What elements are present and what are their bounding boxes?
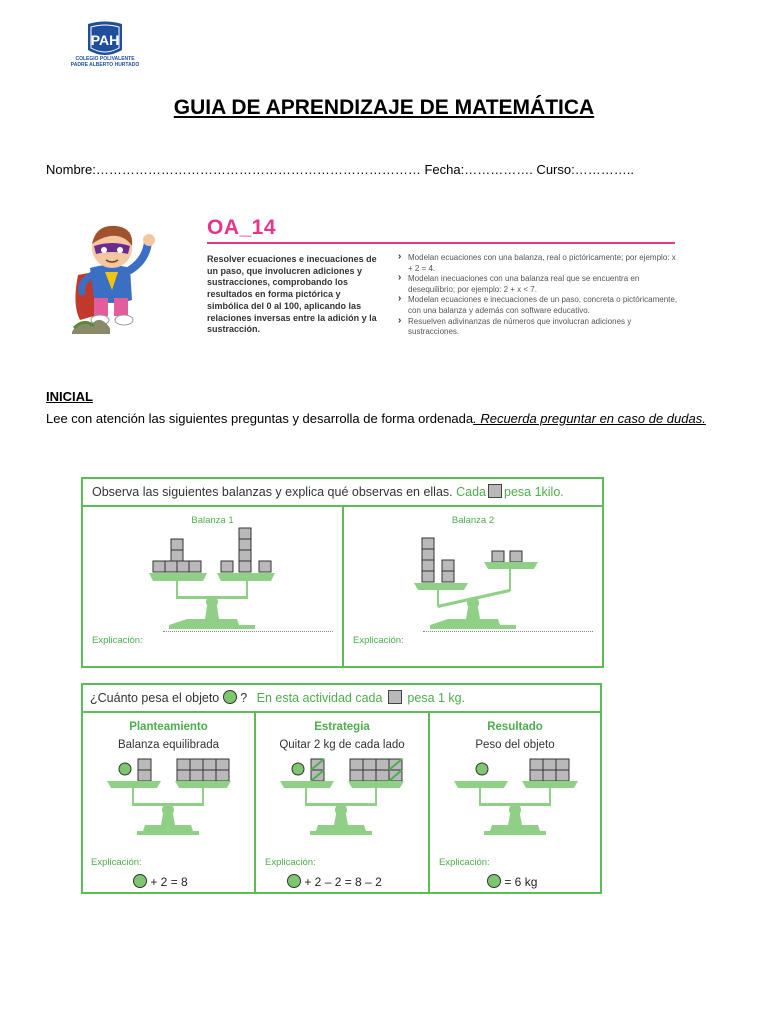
section-instruction [46, 411, 726, 427]
logo-caption [60, 56, 150, 68]
balanza-1-answer-line[interactable] [163, 631, 333, 632]
col-2-equation [287, 874, 382, 889]
objective-indicators [398, 253, 678, 338]
activity-2-prompt-green-1: En esta actividad cada [256, 691, 383, 705]
activity-2-box [81, 683, 602, 894]
objective-code: OA_14 [207, 216, 277, 239]
col-1-subtitle: Balanza equilibrada [117, 739, 220, 751]
indicator-item: › Modelan ecuaciones con una balanza, real o pictóricamente; por ejemplo: x + 2 = 4. [398, 253, 678, 274]
student-info-line: Nombre:………………………………………………………………… Fecha:……………. Curso:………….. [46, 162, 634, 177]
balanza-2-label: Balanza 2 [451, 515, 495, 526]
col-1-explicacion: Explicación: [91, 857, 142, 868]
gray-block-icon [488, 484, 502, 498]
col-2-equation-text: + 2 – 2 = 8 – 2 [304, 875, 382, 889]
green-object-icon [223, 690, 237, 704]
col-1-equation-text: + 2 = 8 [150, 875, 188, 889]
green-object-icon [287, 874, 301, 888]
green-object-icon [133, 874, 147, 888]
gray-block-icon [388, 690, 402, 704]
activity-2-prompt-text-1: ¿Cuánto pesa el objeto [90, 691, 220, 705]
activity-2-prompt-green-2: pesa 1 kg. [407, 691, 466, 705]
objective-description: Resolver ecuaciones e inecuaciones de un paso, que involucren adiciones y sustracciones, comprobando los resultados en forma pictórica y simbólica del 0 al 100, aplicando las relaciones inversas entre la adición y la sustracción. [207, 254, 377, 335]
col-3-balance-illustration [430, 757, 600, 847]
green-object-icon [487, 874, 501, 888]
balanza-2-answer-line[interactable] [423, 631, 593, 632]
col-3-title: Resultado [487, 721, 543, 733]
col-3-explicacion: Explicación: [439, 857, 490, 868]
activity-1-prompt-green-1: Cada [456, 485, 486, 499]
col-3-equation-text: = 6 kg [504, 875, 538, 889]
logo-monogram: PAH [90, 32, 120, 48]
instruction-reminder: . Recuerda preguntar en caso de dudas. [473, 411, 706, 426]
balanza-1-label: Balanza 1 [191, 515, 234, 526]
objective-divider [207, 242, 675, 244]
activity-1-prompt [83, 479, 602, 507]
col-3-equation [487, 874, 537, 889]
indicator-item: › Modelan ecuaciones e inecuaciones de un paso, concreta o pictóricamente, con una balanza y además con software educativo. [398, 295, 678, 316]
section-heading: INICIAL [46, 389, 93, 404]
activity-2-prompt [83, 685, 600, 713]
balance-1-illustration [83, 507, 342, 627]
logo-caption-line-2: PADRE ALBERTO HURTADO [70, 62, 140, 68]
activity-2-prompt-text-2: ? [240, 691, 248, 705]
activity-1-prompt-green-2: pesa 1kilo. [504, 485, 564, 499]
balanza-1-explicacion: Explicación: [92, 635, 143, 646]
col-2-title: Estrategia [314, 721, 370, 733]
balance-2-illustration [344, 507, 602, 627]
col-2-balance-illustration [256, 757, 428, 847]
instruction-text: Lee con atención las siguientes preguntas y desarrolla de forma ordenada [46, 411, 474, 426]
col-3-subtitle: Peso del objeto [475, 739, 555, 751]
col-2-explicacion: Explicación: [265, 857, 316, 868]
page-title: GUIA DE APRENDIZAJE DE MATEMÁTICA [173, 96, 595, 119]
activity-1-prompt-text: Observa las siguientes balanzas y explica qué observas en ellas. [92, 485, 453, 499]
indicator-item: › Resuelven adivinanzas de números que involucran adiciones y sustracciones. [398, 317, 678, 338]
superhero-kid-illustration [70, 220, 160, 335]
col-1-title: Planteamiento [129, 721, 208, 733]
col-2-subtitle: Quitar 2 kg de cada lado [279, 739, 405, 751]
col-1-balance-illustration [83, 757, 254, 847]
indicator-item: › Modelan inecuaciones con una balanza real que se encuentra en desequilibrio; por ejemplo: 2 + x < 7. [398, 274, 678, 295]
logo-caption-line-1: COLEGIO POLIVALENTE [75, 56, 135, 62]
activity-1-box [81, 477, 604, 668]
balanza-2-explicacion: Explicación: [353, 635, 404, 646]
col-1-equation [133, 874, 188, 889]
